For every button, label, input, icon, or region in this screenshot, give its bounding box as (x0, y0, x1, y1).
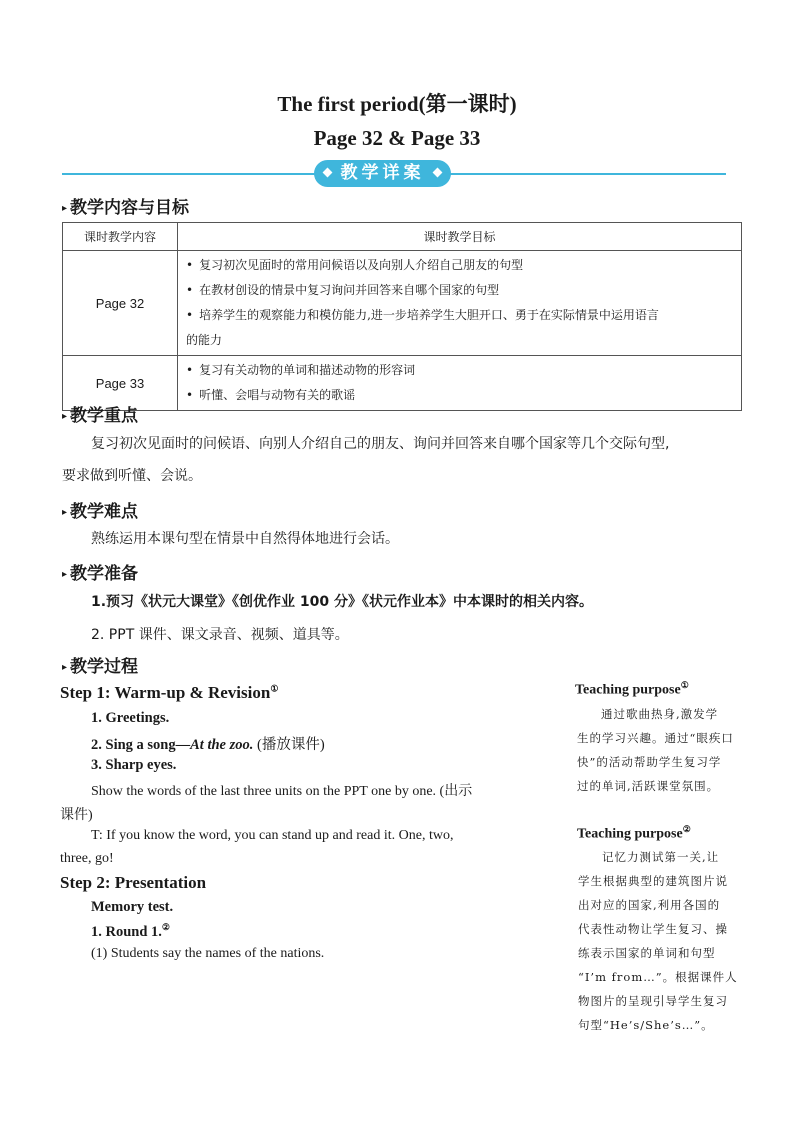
step-1-item: 3. Sharp eyes. (91, 757, 177, 773)
heading-key-points: ▸ 教学重点 (62, 406, 139, 426)
footnote-marker: ② (161, 922, 170, 932)
step-2-item: 1. Round 1.② (91, 922, 170, 940)
key-points-text: 复习初次见面时的问候语、向别人介绍自己的朋友、询问并回答来自哪个国家等几个交际句型, (91, 436, 670, 452)
table-cell-goals (178, 356, 742, 411)
page-subtitle: Page 32 & Page 33 (313, 126, 481, 150)
table-header-row (63, 223, 742, 251)
goals-table (62, 222, 742, 411)
side-note-heading: Teaching purpose① (575, 680, 689, 698)
triangle-icon: ▸ (62, 569, 68, 580)
step-1-dialogue: T: If you know the word, you can stand up and read it. One, two, (91, 828, 454, 843)
goal-item-continued: 的能力 (186, 333, 223, 347)
key-points-text-cont: 要求做到听懂、会说。 (62, 468, 202, 484)
heading-process: ▸ 教学过程 (62, 657, 139, 677)
table-cell-content: Page 32 (63, 251, 178, 356)
preparation-item-2: 2. PPT 课件、课文录音、视频、道具等。 (91, 627, 349, 643)
banner-line-left (62, 173, 315, 175)
step-1-heading: Step 1: Warm-up & Revision① (60, 683, 279, 702)
goal-item: • 复习初次见面时的常用问候语以及向别人介绍自己朋友的句型 (186, 253, 733, 278)
banner-line-right (450, 173, 726, 175)
step-1-dialogue-cont: three, go! (60, 851, 114, 866)
side-note-heading: Teaching purpose② (577, 824, 691, 842)
goal-item: • 培养学生的观察能力和模仿能力,进一步培养学生大胆开口、勇于在实际情景中运用语言 (186, 303, 733, 328)
goal-item: • 复习有关动物的单词和描述动物的形容词 (186, 358, 733, 383)
heading-preparation: ▸ 教学准备 (62, 564, 139, 584)
step-1-text-cont: 课件) (60, 808, 93, 823)
section-banner: 教学详案 (314, 160, 451, 187)
heading-content-goals: ▸ 教学内容与目标 (62, 198, 190, 218)
step-2-heading: Step 2: Presentation (60, 873, 207, 892)
heading-difficulties: ▸ 教学难点 (62, 502, 139, 522)
goal-item: • 听懂、会唱与动物有关的歌谣 (186, 383, 733, 408)
step-2-item: Memory test. (91, 899, 174, 915)
step-1-item: 2. Sing a song—At the zoo. (播放课件) (91, 737, 325, 753)
page-title: The first period(第一课时) (277, 92, 517, 116)
side-note-text: 通过歌曲热身,激发学 生的学习兴趣。通过“眼疾口 快”的活动帮助学生复习学 过的单词,活跃课堂氛围。 (577, 707, 734, 793)
difficulties-text: 熟练运用本课句型在情景中自然得体地进行会话。 (91, 531, 399, 547)
triangle-icon: ▸ (62, 411, 68, 422)
triangle-icon: ▸ (62, 203, 68, 214)
table-cell-content: Page 33 (63, 356, 178, 411)
triangle-icon: ▸ (62, 662, 68, 673)
table-row (63, 251, 742, 356)
goal-item: • 在教材创设的情景中复习询问并回答来自哪个国家的句型 (186, 278, 733, 303)
table-cell-goals (178, 251, 742, 356)
step-2-text: (1) Students say the names of the nations. (91, 946, 325, 961)
table-header-content: 课时教学内容 (63, 223, 178, 251)
footnote-marker: ① (270, 683, 279, 694)
step-1-item: 1. Greetings. (91, 710, 170, 726)
table-row (63, 356, 742, 411)
table-header-goals: 课时教学目标 (178, 223, 742, 251)
triangle-icon: ▸ (62, 507, 68, 518)
step-1-text: Show the words of the last three units on the PPT one by one. (出示 (91, 784, 473, 799)
side-note-text: 记忆力测试第一关,让 学生根据典型的建筑图片说 出对应的国家,利用各国的 代表性动物让学生复习、操 练表示国家的单词和句型 “I’m from…”。根据课件人 物图片的呈现引导学生复习 句型“He’s/She’s…”。 (578, 850, 738, 1032)
preparation-item-1: 1.预习《状元大课堂》《创优作业 100 分》《状元作业本》中本课时的相关内容。 (91, 594, 594, 610)
